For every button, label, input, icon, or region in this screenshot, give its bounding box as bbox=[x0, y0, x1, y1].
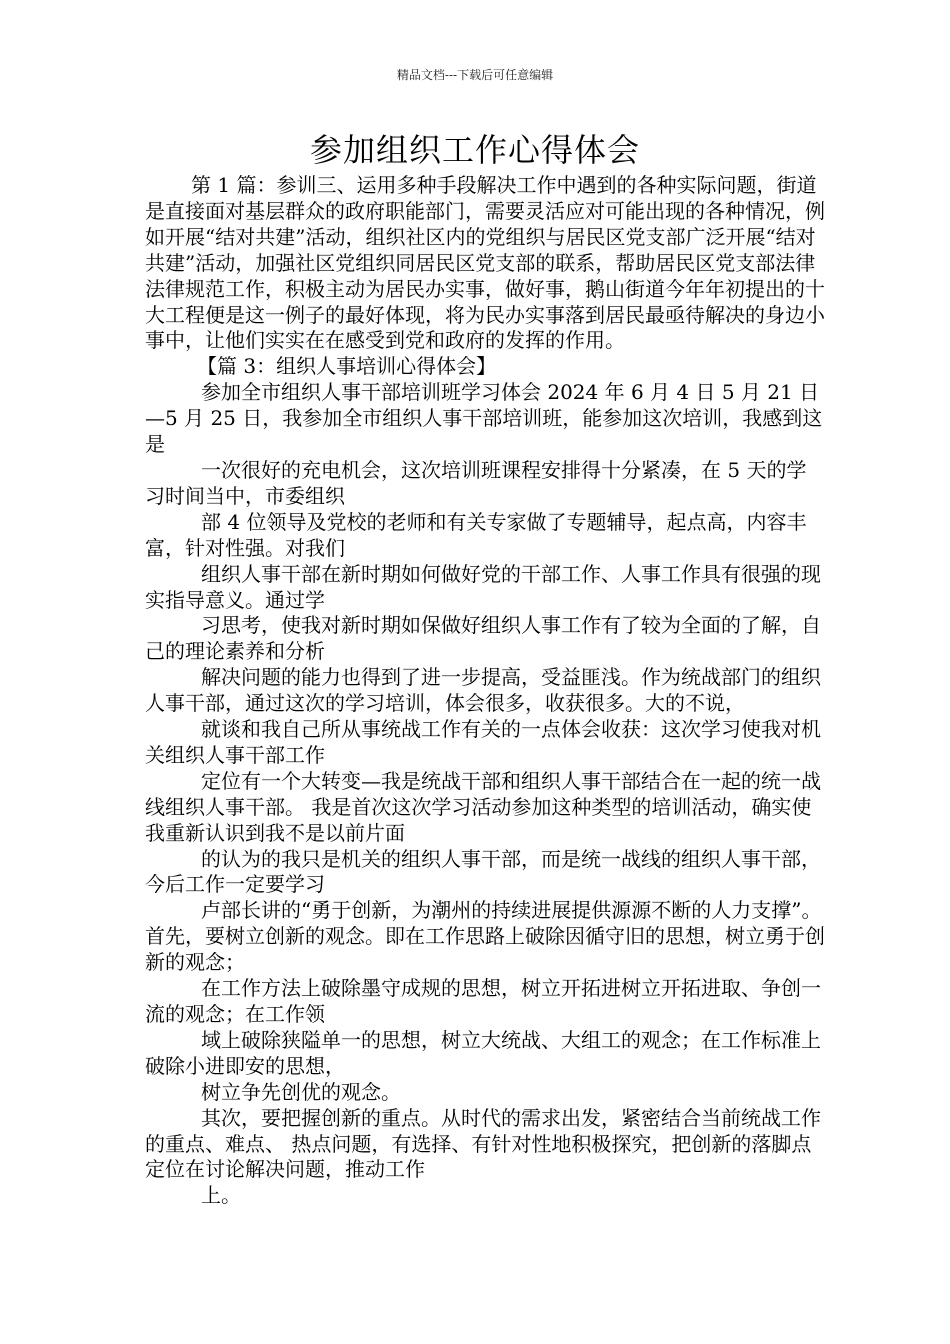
paragraph: 上。 bbox=[201, 1183, 241, 1208]
paragraph: 参加全市组织人事干部培训班学习体会 2024 年 6 月 4 日 5 月 21 日—5 月 25 日，我参加全市组织人事干部培训班，能参加这次培训，我感到这是 bbox=[145, 380, 823, 457]
paragraph: 一次很好的充电机会，这次培训班课程安排得十分紧凑，在 5 天的学习时间当中，市委组织 bbox=[145, 457, 807, 508]
paragraph: 习思考，使我对新时期如保做好组织人事工作有了较为全面的了解，自己的理论素养和分析 bbox=[145, 613, 821, 664]
paragraph: 域上破除狭隘单一的思想，树立大统战、大组工的观念；在工作标准上破除小进即安的思想， bbox=[145, 1027, 821, 1078]
page-header-note: 精品文档---下载后可任意编辑 bbox=[396, 68, 554, 82]
document-title: 参加组织工作心得体会 bbox=[309, 131, 640, 169]
paragraph: 树立争先创优的观念。 bbox=[201, 1079, 401, 1104]
document-body bbox=[145, 173, 825, 1209]
paragraph: 解决问题的能力也得到了进一步提高，受益匪浅。作为统战部门的组织人事干部，通过这次的学习培训，体会很多，收获很多。大的不说， bbox=[145, 665, 821, 716]
paragraph: 卢部长讲的“勇于创新，为潮州的持续进展提供源源不断的人力支撑”。 首先，要树立创新的观念。即在工作思路上破除因循守旧的思想，树立勇于创新的观念； bbox=[145, 898, 825, 975]
section-heading: 【篇 3：组织人事培训心得体会】 bbox=[197, 354, 497, 379]
paragraph: 定位有一个大转变—我是统战干部和组织人事干部结合在一起的统一战线组织人事干部。 我是首次这次学习活动参加这种类型的培训活动，确实使我重新认识到我不是以前片面 bbox=[145, 768, 821, 845]
paragraph: 部 4 位领导及党校的老师和有关专家做了专题辅导，起点高，内容丰富，针对性强。对我们 bbox=[145, 509, 807, 560]
paragraph: 其次，要把握创新的重点。从时代的需求出发，紧密结合当前统战工作的重点、难点、 热点问题，有选择、有针对性地积极探究，把创新的落脚点定位在讨论解决问题，推动工作 bbox=[145, 1105, 821, 1182]
paragraph-intro: 第 1 篇：参训三、运用多种手段解决工作中遇到的各种实际问题，街道是直接面对基层群众的政府职能部门，需要灵活应对可能出现的各种情况，例如开展“结对共建”活动，组织社区内的党组织与居民区党支部广泛开展“结对共建”活动，加强社区党组织同居民区党支部的联系，帮助居民区党支部法律法律规范工作，积极主动为居民办实事，做好事，鹅山街道今年年初提出的十大工程便是这一例子的最好体现，将为民办实事落到居民最亟待解决的身边小事中，让他们实实在在感受到党和政府的发挥的作用。 bbox=[145, 173, 825, 353]
paragraph: 的认为的我只是机关的组织人事干部，而是统一战线的组织人事干部，今后工作一定要学习 bbox=[145, 846, 821, 897]
paragraph: 在工作方法上破除墨守成规的思想，树立开拓进树立开拓进取、争创一流的观念；在工作领 bbox=[145, 976, 821, 1026]
paragraph: 组织人事干部在新时期如何做好党的干部工作、人事工作具有很强的现实指导意义。通过学 bbox=[145, 561, 821, 612]
paragraph: 就谈和我自己所从事统战工作有关的一点体会收获：这次学习使我对机关组织人事干部工作 bbox=[145, 717, 821, 767]
